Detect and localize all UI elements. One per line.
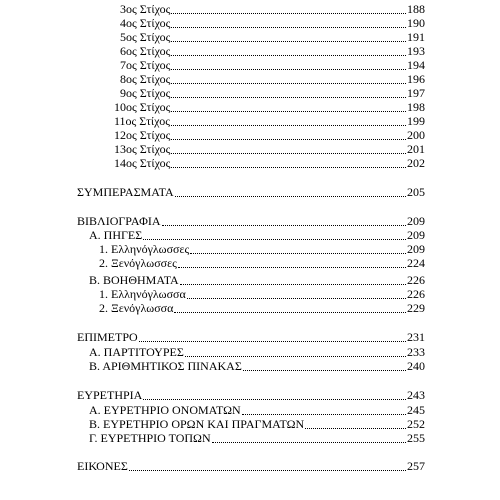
toc-entry-page: 209 [407, 228, 425, 242]
dot-leader [171, 101, 406, 112]
toc-entry-label: 1. Ελληνόγλωσσα [99, 287, 186, 301]
dot-leader [171, 59, 406, 70]
toc-entry-page: 233 [407, 345, 425, 359]
toc-entry-label: 4ος Στίχος [120, 16, 171, 30]
toc-entry-voithimata-xenoglossa [99, 301, 425, 315]
toc-entry-label: ΒΙΒΛΙΟΓΡΑΦΙΑ [77, 214, 161, 228]
toc-entry-vivliografia [77, 214, 425, 228]
dot-leader [171, 3, 406, 14]
toc-entry-label: 9ος Στίχος [120, 86, 171, 100]
dot-leader [305, 418, 406, 429]
toc-entry-eyretirio-topon [89, 431, 425, 445]
toc-entry-stichos-12 [114, 128, 425, 142]
toc-entry-arithmitikos-pinakas [89, 359, 425, 373]
dot-leader [185, 346, 406, 357]
dot-leader [171, 143, 406, 154]
toc-entry-label: 6ος Στίχος [120, 44, 171, 58]
toc-entry-page: 200 [407, 128, 425, 142]
dot-leader [129, 460, 406, 471]
dot-leader [171, 45, 406, 56]
toc-entry-page: 202 [407, 156, 425, 170]
dot-leader [171, 157, 406, 168]
dot-leader [171, 87, 406, 98]
dot-leader [171, 129, 406, 140]
toc-entry-eyretiria [77, 388, 425, 402]
toc-entry-page: 198 [407, 100, 425, 114]
toc-entry-label: Γ. ΕΥΡΕΤΗΡΙΟ ΤΟΠΩΝ [89, 431, 211, 445]
dot-leader [175, 186, 406, 197]
toc-entry-page: 245 [407, 403, 425, 417]
toc-entry-page: 194 [407, 58, 425, 72]
toc-entry-page: 231 [407, 330, 425, 344]
dot-leader [171, 31, 406, 42]
dot-leader [162, 215, 407, 226]
toc-entry-page: 226 [407, 273, 425, 287]
toc-entry-stichos-3 [120, 2, 425, 16]
toc-entry-piges-xenoglosses [99, 256, 425, 270]
toc-entry-label: 2. Ξενόγλωσσα [99, 301, 174, 315]
toc-entry-label: 13ος Στίχος [114, 142, 171, 156]
toc-entry-label: Β. ΑΡΙΘΜΗΤΙΚΟΣ ΠΙΝΑΚΑΣ [89, 359, 242, 373]
toc-entry-page: 205 [407, 185, 425, 199]
toc-entry-label: ΕΙΚΟΝΕΣ [77, 459, 128, 473]
toc-entry-stichos-13 [114, 142, 425, 156]
toc-entry-label: ΕΠΙΜΕΤΡΟ [77, 330, 138, 344]
dot-leader [171, 115, 406, 126]
toc-entry-piges [89, 228, 425, 242]
dot-leader [242, 404, 406, 415]
toc-entry-page: 243 [407, 388, 425, 402]
toc-entry-eyretirio-oron [89, 417, 425, 431]
toc-entry-page: 226 [407, 287, 425, 301]
toc-entry-page: 190 [407, 16, 425, 30]
dot-leader [190, 243, 406, 254]
toc-entry-epimetro [77, 330, 425, 344]
toc-entry-label: Α. ΠΑΡΤΙΤΟΥΡΕΣ [89, 345, 184, 359]
toc-entry-label: 8ος Στίχος [120, 72, 171, 86]
toc-entry-page: 257 [407, 459, 425, 473]
dot-leader [143, 389, 406, 400]
toc-entry-label: 10ος Στίχος [114, 100, 171, 114]
toc-entry-label: 2. Ξενόγλωσσες [99, 256, 177, 270]
toc-entry-page: 224 [407, 256, 425, 270]
toc-entry-page: 229 [407, 301, 425, 315]
toc-entry-stichos-10 [114, 100, 425, 114]
toc-entry-page: 191 [407, 30, 425, 44]
toc-entry-page: 196 [407, 72, 425, 86]
toc-entry-stichos-14 [114, 156, 425, 170]
dot-leader [243, 360, 406, 371]
toc-entry-label: 11ος Στίχος [114, 114, 170, 128]
dot-leader [187, 288, 406, 299]
toc-entry-page: 193 [407, 44, 425, 58]
toc-entry-page: 209 [407, 214, 425, 228]
toc-entry-label: Β. ΕΥΡΕΤΗΡΙΟ ΟΡΩΝ ΚΑΙ ΠΡΑΓΜΑΤΩΝ [89, 417, 305, 431]
toc-entry-page: 252 [407, 417, 425, 431]
dot-leader [178, 257, 406, 268]
toc-entry-stichos-7 [120, 58, 425, 72]
toc-entry-stichos-4 [120, 16, 425, 30]
toc-entry-page: 209 [407, 242, 425, 256]
toc-entry-label: ΕΥΡΕΤΗΡΙΑ [77, 388, 143, 402]
toc-entry-page: 240 [407, 359, 425, 373]
dot-leader [174, 302, 406, 313]
toc-entry-label: 1. Ελληνόγλωσσες [99, 242, 190, 256]
toc-entry-stichos-9 [120, 86, 425, 100]
toc-entry-page: 197 [407, 86, 425, 100]
toc-entry-page: 199 [407, 114, 425, 128]
dot-leader [180, 274, 406, 285]
toc-entry-symperasmata [77, 185, 425, 199]
toc-entry-eyretirio-onomaton [89, 403, 425, 417]
dot-leader [139, 331, 406, 342]
toc-entry-label: 14ος Στίχος [114, 156, 171, 170]
toc-entry-label: Β. ΒΟΗΘΗΜΑΤΑ [89, 273, 179, 287]
toc-entry-voithimata-ellinoglossa [99, 287, 425, 301]
toc-entry-label: 5ος Στίχος [120, 30, 171, 44]
toc-entry-page: 255 [407, 431, 425, 445]
toc-entry-page: 201 [407, 142, 425, 156]
dot-leader [212, 432, 406, 443]
dot-leader [171, 73, 406, 84]
toc-entry-label: Α. ΠΗΓΕΣ [89, 228, 143, 242]
toc-entry-eikones [77, 459, 425, 473]
toc-entry-partitoures [89, 345, 425, 359]
toc-entry-stichos-11 [114, 114, 425, 128]
toc-entry-stichos-6 [120, 44, 425, 58]
toc-entry-piges-ellinoglosses [99, 242, 425, 256]
dot-leader [171, 17, 406, 28]
toc-entry-stichos-5 [120, 30, 425, 44]
toc-entry-stichos-8 [120, 72, 425, 86]
toc-entry-label: Α. ΕΥΡΕΤΗΡΙΟ ΟΝΟΜΑΤΩΝ [89, 403, 241, 417]
toc-entry-label: 12ος Στίχος [114, 128, 171, 142]
toc-entry-page: 188 [407, 2, 425, 16]
toc-entry-label: 3ος Στίχος [120, 2, 171, 16]
dot-leader [143, 229, 406, 240]
toc-entry-voithimata [89, 273, 425, 287]
toc-entry-label: ΣΥΜΠΕΡΑΣΜΑΤΑ [77, 185, 174, 199]
toc-entry-label: 7ος Στίχος [120, 58, 171, 72]
